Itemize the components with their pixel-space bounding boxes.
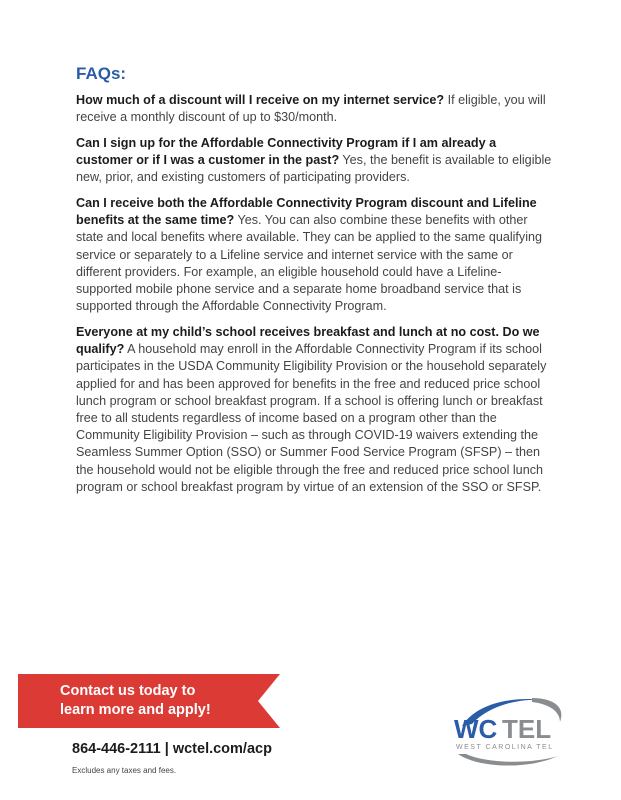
faq-item: [76, 195, 556, 315]
logo-wc-text: WC: [454, 714, 498, 744]
faq-list: [76, 92, 556, 504]
logo-tel-text: TEL: [502, 714, 552, 744]
website-link[interactable]: wctel.com/acp: [172, 741, 272, 757]
faq-item: [76, 92, 556, 126]
logo-gray-swoosh-bottom: [458, 754, 558, 766]
logo-tagline: WEST CAROLINA TEL: [456, 744, 554, 751]
banner-text: [60, 682, 211, 720]
faq-question: How much of a discount will I receive on my internet service?: [76, 93, 445, 107]
separator: |: [164, 741, 169, 757]
disclaimer: Excludes any taxes and fees.: [72, 766, 177, 775]
faq-item: [76, 135, 556, 187]
faq-heading: FAQs:: [76, 64, 127, 83]
phone-number[interactable]: 864-446-2111: [72, 741, 161, 757]
wctel-logo: [448, 692, 570, 770]
faq-question: Everyone at my child’s school receives breakfast and lunch at no cost. Do we qualify?: [76, 324, 540, 357]
faq-answer: A household may enroll in the Affordable Connectivity Program if its school participates in the USDA Community Eligibility Provision or the household separately applied for and has been approved for benefits in the free and reduced price school lunch program or school breakfast program. If a school is offering lunch or breakfast free to all students regardless of income based on a program other than the Community Eligibility Provision – such as through COVID-19 waivers extending the Seamless Summer Option (SSO) or Summer Food Service Program (SFSP) – then the household would not be eligible through the free and reduced price school lunch program or school breakfast program by virtue of an extension of the SSO or SFSP.: [76, 342, 547, 494]
faq-item: [76, 324, 556, 496]
contact-banner: [18, 674, 280, 728]
banner-line-2: learn more and apply!: [60, 702, 211, 718]
banner-line-1: Contact us today to: [60, 683, 196, 699]
faq-question: Can I sign up for the Affordable Connectivity Program if I am already a customer or if I was a customer in the past?: [76, 135, 497, 168]
faq-answer: Yes, the benefit is available to eligible new, prior, and existing customers of participating providers.: [76, 153, 552, 185]
contact-line: [72, 741, 272, 757]
faq-answer: Yes. You can also combine these benefits with other state and local benefits where available. They can be applied to the same qualifying service or separately to a Lifeline service and internet service with the same or different providers. For example, an eligible household could have a Lifeline-supported mobile phone service and a separate home broadband service that is supported through the Affordable Connectivity Program.: [76, 213, 543, 314]
faq-answer: If eligible, you will receive a monthly discount of up to $30/month.: [76, 93, 546, 125]
faq-question: Can I receive both the Affordable Connectivity Program discount and Lifeline benefits at the same time?: [76, 196, 537, 228]
